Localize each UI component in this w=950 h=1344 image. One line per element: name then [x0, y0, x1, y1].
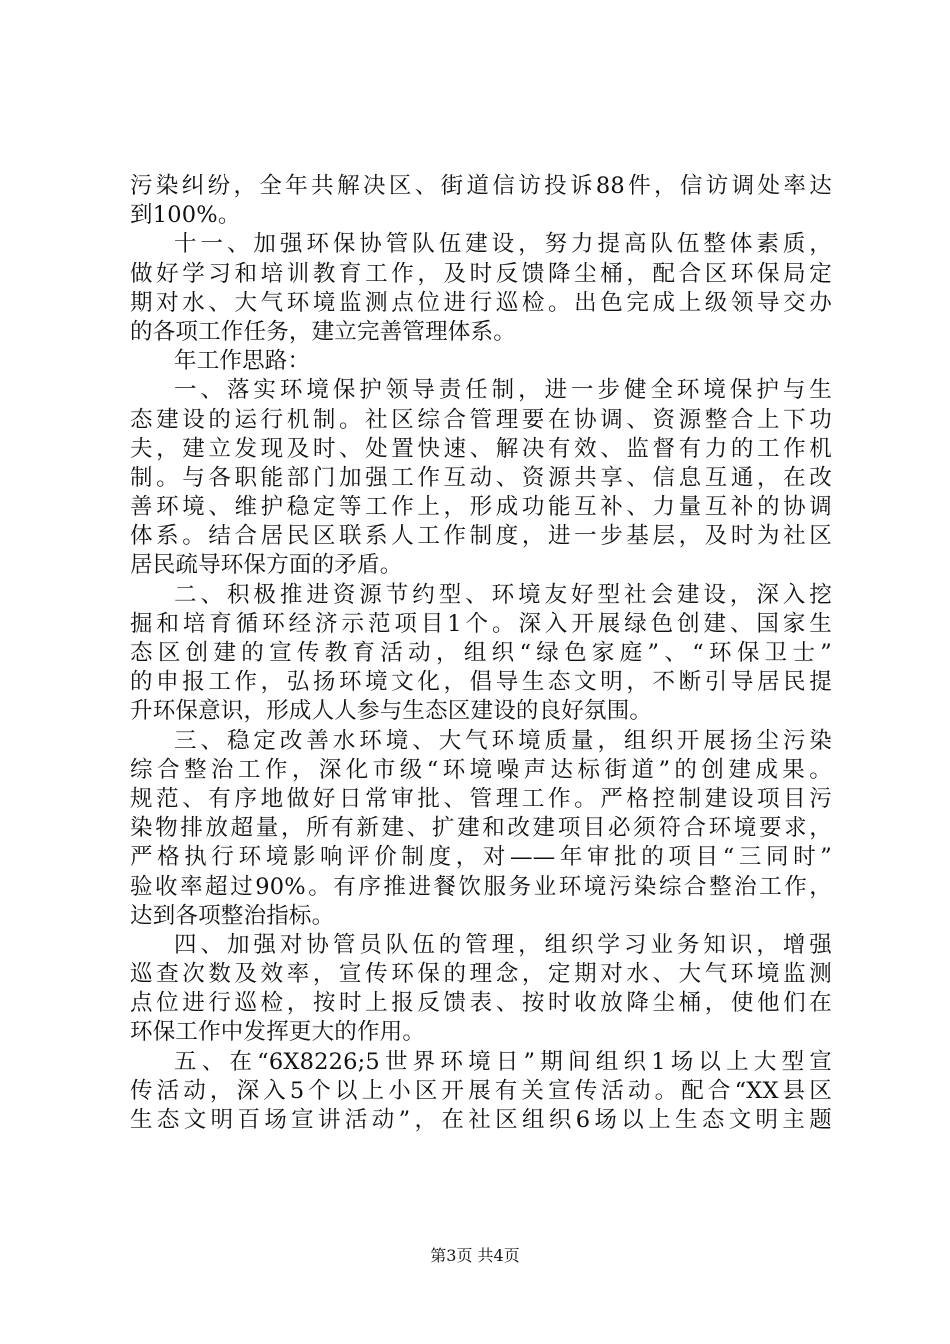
text-line: 污染纠纷，全年共解决区、街道信访投诉88件，信访调处率达: [130, 173, 832, 199]
text-line: 掘和培育循环经济示范项目1个。深入开展绿色创建、国家生: [130, 610, 832, 637]
text-line: 生态文明百场宣讲活动”，在社区组织6场以上生态文明主题: [130, 1107, 832, 1133]
text-line: 期对水、大气环境监测点位进行巡检。出色完成上级领导交办: [130, 289, 832, 316]
text-line: 的申报工作，弘扬环境文化，倡导生态文明，不断引导居民提: [130, 669, 832, 696]
text-line: 善环境、维护稳定等工作上，形成功能互补、力量互补的协调: [130, 494, 832, 521]
text-line: 十一、加强环保协管队伍建设，努力提高队伍整体素质，: [174, 231, 832, 258]
page-footer: 第3页 共4页: [430, 1246, 520, 1265]
text-line: 综合整治工作，深化市级“环境噪声达标街道”的创建成果。: [130, 756, 832, 783]
text-line: 四、加强对协管员队伍的管理，组织学习业务知识，增强: [174, 931, 832, 958]
text-line: 环保工作中发挥更大的作用。: [130, 1019, 426, 1046]
text-line: 做好学习和培训教育工作，及时反馈降尘桶，配合区环保局定: [130, 260, 832, 287]
text-line: 达到各项整治指标。: [130, 902, 335, 929]
document-body: [130, 172, 832, 1135]
text-line: 验收率超过90%。有序推进餐饮服务业环境污染综合整治工作，: [130, 873, 832, 900]
text-line: 传活动，深入5个以上小区开展有关宣传活动。配合“XX县区: [130, 1077, 832, 1104]
text-line: 的各项工作任务，建立完善管理体系。: [130, 318, 516, 345]
text-line: 规范、有序地做好日常审批、管理工作。严格控制建设项目污: [130, 785, 832, 812]
text-line: 二、积极推进资源节约型、环境友好型社会建设，深入挖: [174, 581, 832, 608]
text-line: 五、在“6X8226;5世界环境日”期间组织1场以上大型宣: [174, 1048, 832, 1075]
text-line: 一、落实环境保护领导责任制，进一步健全环境保护与生: [174, 377, 832, 404]
text-line: 态建设的运行机制。社区综合管理要在协调、资源整合上下功: [130, 406, 832, 433]
text-line: 升环保意识，形成人人参与生态区建设的良好氛围。: [130, 698, 653, 725]
text-line: 严格执行环境影响评价制度，对——年审批的项目“三同时”: [130, 844, 832, 871]
text-line: 态区创建的宣传教育活动，组织“绿色家庭”、“环保卫士”: [130, 640, 832, 666]
text-line: 三、稳定改善水环境、大气环境质量，组织开展扬尘污染: [174, 727, 832, 754]
text-line: 体系。结合居民区联系人工作制度，进一步基层，及时为社区: [130, 523, 832, 550]
text-line: 到100%。: [130, 202, 241, 229]
text-line: 染物排放超量，所有新建、扩建和改建项目必须符合环境要求，: [130, 815, 832, 842]
text-line: 巡查次数及效率，宣传环保的理念，定期对水、大气环境监测: [130, 961, 832, 988]
text-line: 制。与各职能部门加强工作互动、资源共享、信息互通，在改: [130, 464, 832, 491]
text-line: 点位进行巡检，按时上报反馈表、按时收放降尘桶，使他们在: [130, 990, 832, 1017]
text-line: 夫，建立发现及时、处置快速、解决有效、监督有力的工作机: [130, 435, 832, 462]
text-line: 居民疏导环保方面的矛盾。: [130, 552, 403, 579]
text-line: 年工作思路：: [174, 348, 311, 375]
